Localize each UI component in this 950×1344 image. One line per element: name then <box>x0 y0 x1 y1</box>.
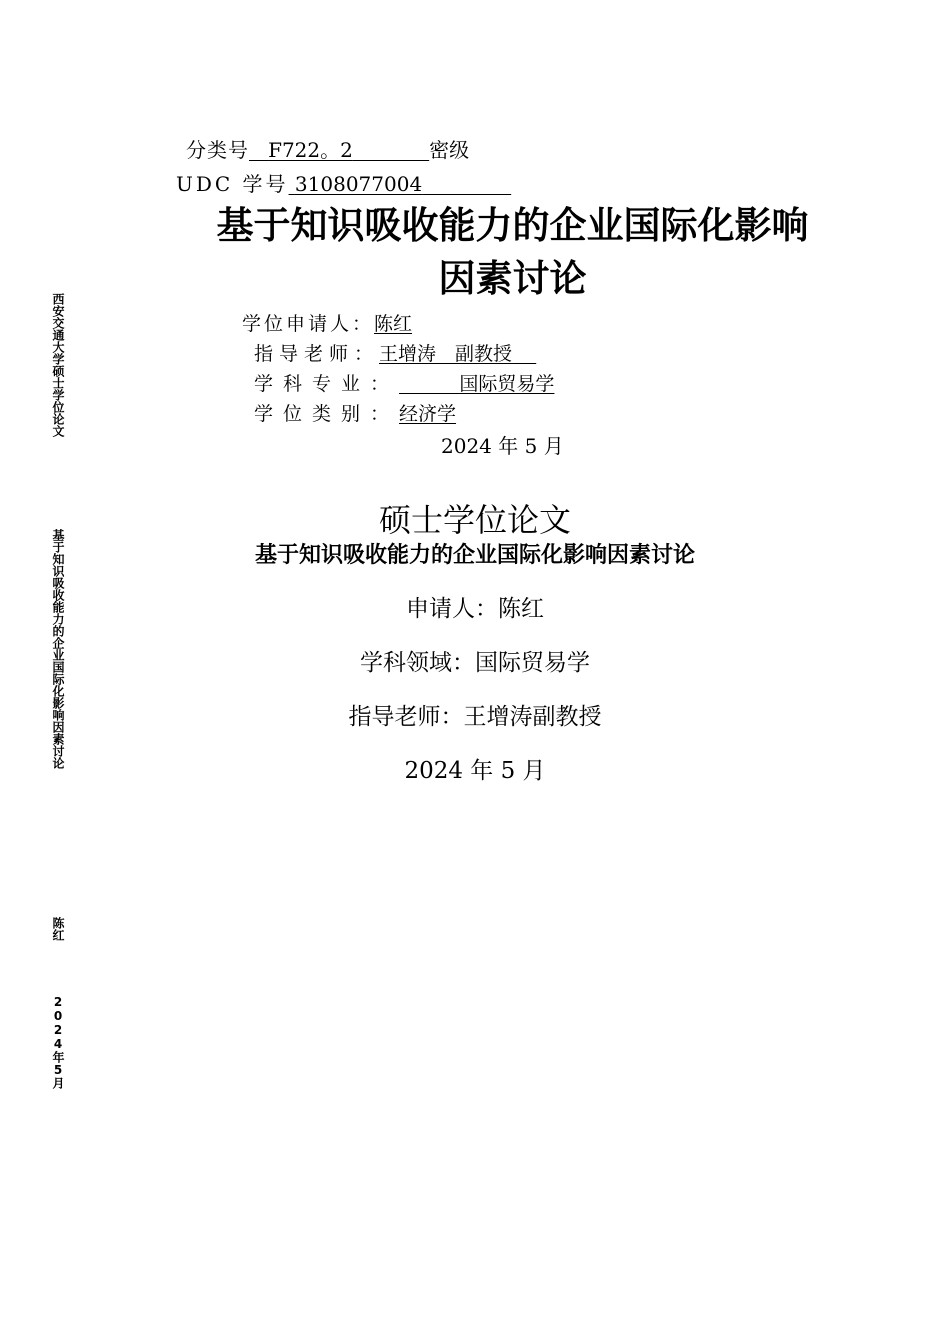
applicant-value: 陈红 <box>374 313 413 335</box>
advisor-value: 王增涛 副教授 <box>379 343 513 365</box>
spine-title: 基于知识吸收能力的企业国际化影响因素讨论 <box>51 529 65 769</box>
class-number-value: F722。2 <box>268 138 353 162</box>
thesis-title-line1: 基于知识吸收能力的企业国际化影响 <box>216 204 809 247</box>
second-title: 基于知识吸收能力的企业国际化影响因素讨论 <box>254 543 695 568</box>
applicant-label: 学位申请人： <box>242 313 375 335</box>
cover-date: 2024 年 5 月 <box>441 434 564 458</box>
advisor-label: 指导老师： <box>254 343 380 365</box>
student-id-value: 3108077004 <box>294 172 423 196</box>
udc-label: UDC 学号 <box>176 172 289 196</box>
spine-school: 西安交通大学硕士学位论文 <box>51 293 65 437</box>
major-label: 学科专业： <box>254 373 400 395</box>
major-value: 国际贸易学 <box>459 373 555 395</box>
secret-level-label: 密级 <box>429 138 470 162</box>
udc-line <box>176 172 511 196</box>
degree-label: 学位类别： <box>254 403 400 425</box>
degree-value: 经济学 <box>399 403 457 425</box>
second-date: 2024 年 5 月 <box>404 758 546 784</box>
class-number-label: 分类号 <box>186 138 249 162</box>
second-field: 学科领域：国际贸易学 <box>360 650 590 676</box>
applicant-row <box>242 309 412 336</box>
degree-row <box>254 399 456 426</box>
spine-author: 陈红 <box>51 917 65 941</box>
spine-date: 2024年5月 <box>51 995 65 1089</box>
classification-line <box>186 138 469 162</box>
thesis-title-line2: 因素讨论 <box>438 257 587 300</box>
degree-heading: 硕士学位论文 <box>378 501 571 539</box>
advisor-row <box>254 339 536 366</box>
second-applicant: 申请人：陈红 <box>406 596 544 622</box>
major-row <box>254 369 554 396</box>
second-advisor: 指导老师：王增涛副教授 <box>348 704 602 730</box>
